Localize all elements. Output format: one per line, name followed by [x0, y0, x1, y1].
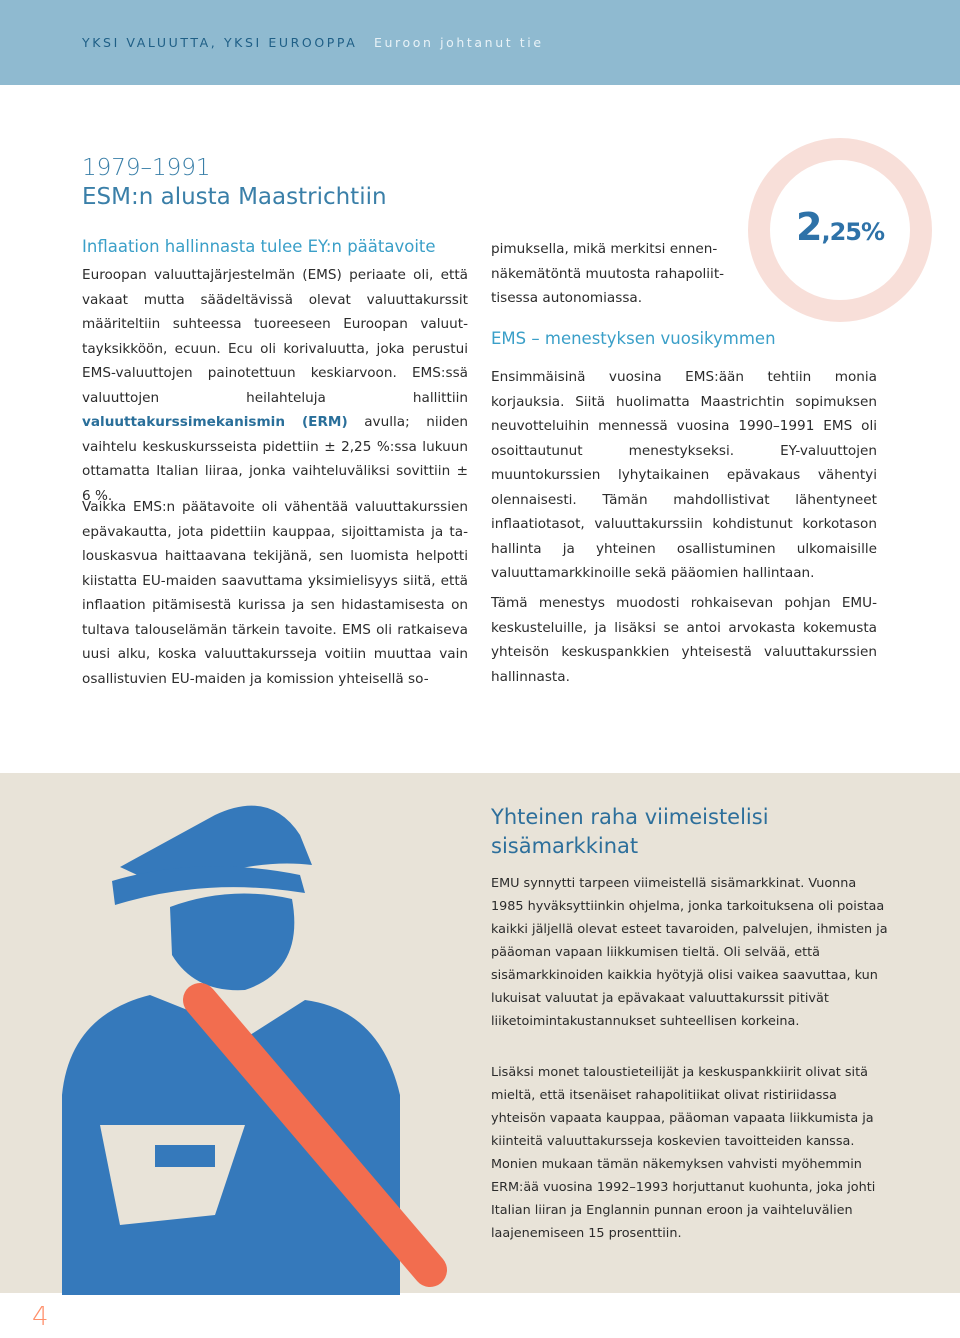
- subsection-label: Euroon johtanut tie: [374, 35, 544, 50]
- erm-text: avulla; niiden vaihtelu keskuskursseista pidettiin ± 2,25 %:ssa lukuun ottamatta Italian liiraa, jonka vaihteluväliksi sovittiin ± 6 %.: [82, 414, 468, 504]
- percent-rest: ,25%: [821, 218, 885, 246]
- subheading-ems-success: EMS – menestyksen vuosikymmen: [491, 329, 776, 348]
- panel-title: Yhteinen raha viimeistelisi sisämarkkinat: [491, 805, 769, 858]
- panel-paragraph-2: Lisäksi monet taloustieteilijät ja keskuspankkiirit olivat sitä mieltä, että itsenäiset rahapolitiikat olivat ristiriidassa yhteisön vapaata kauppaa, pääoman vapaata liikkumista ja kiinteitä valuuttakursseja koskevien tavoitteiden kanssa. Monien mukaan tämän näkemyksen vahvisti myöhemmin ERM:ää vuosina 1992–1993 horjuttanut kuohunta, joka johti Italian liiran ja Englannin punnan eroon ja vaihteluvälien laajenemiseen 15 prosenttiin.: [491, 1065, 876, 1241]
- paragraph-emu-basis: Tämä menestys muodosti rohkaisevan pohjan EMU-keskusteluille, ja lisäksi se antoi arvokasta kokemusta yhteisön keskuspankkien yhteisestä valuuttakurssien hallinnasta.: [491, 595, 877, 685]
- paragraph-ems-corrections: Ensimmäisinä vuosina EMS:ään tehtiin monia korjauksia. Siitä huolimatta Maastrichtin sopimuksen neuvotteluihin mennessä vuosina 1990–1991 EMS oli osoittautunut menestykseksi. EY-valuuttojen muuntokurssien lyhytaikainen epävakaus vähentyi olennaisesti. Tämän mahdollistivat lähentyneet inflaatiotasot, valuuttakurssiin kohdistunut korkotason hallinta ja yhteinen osallistuminen ulkomaisille valuuttamarkkinoille sekä pääomien hallintaan.: [491, 369, 877, 581]
- header-bar: [0, 0, 960, 85]
- years-heading: 1979–1991: [82, 155, 211, 181]
- ems-sentence: EMS:ssä valuuttojen heilahteluja hallittiin valuuttakurssimekanismin (ERM) avulla; niiden vaihtelu keskuskursseista pidettiin ± 2,25 %:ssa lukuun ottamatta Italian liiraa, jonka vaihteluväliksi sovittiin ± 6 %.: [82, 365, 468, 504]
- customs-officer-illustration: [0, 795, 470, 1295]
- erm-highlight: valuuttakurssimekanismin (ERM): [82, 414, 348, 430]
- breadcrumb: [82, 35, 544, 50]
- percent-callout: [796, 205, 884, 249]
- panel-paragraph-1: EMU synnytti tarpeen viimeistellä sisämarkkinat. Vuonna 1985 hyväksyttiinkin ohjelma, jonka tarkoituksena oli poistaa kaikki jäljellä olevat esteet tavaroiden, palvelujen, ihmisten ja pääoman vapaan liikkumisen tieltä. Oli selvää, että sisämarkkinoiden kaikkia hyötyjä olisi vaikea saavuttaa, kun lukuisat valuutat ja epävakaat valuuttakurssit pitivät liiketoimintakustannukset suhteellisen korkeina.: [491, 876, 888, 1029]
- paragraph-ems-principle: Euroopan valuuttajärjestelmän (EMS) periaate oli, että vakaat mutta säädeltävissä olevat valuuttakurssit määriteltiin suhteessa tuoreeseen Euroopan valuuttayksikköön, ecuun. Ecu oli korivaluutta, joka perustui EMS-valuuttojen painotettuun keskiarvoon. EMS:ssä valuuttojen heilahteluja hallittiin valuuttakurssimekanismin (ERM) avulla; niiden vaihtelu keskuskursseista pidettiin ± 2,25 %:ssa lukuun ottamatta Italian liiraa, jonka vaihteluväliksi sovittiin ± 6 %.: [82, 267, 468, 504]
- subheading-inflation: Inflaation hallinnasta tulee EY:n päätavoite: [82, 237, 436, 256]
- paragraph-ems-goal: Vaikka EMS:n päätavoite oli vähentää valuuttakurssien epävakautta, jota pidettiin kauppaa, sijoittamista ja talouskasvua haittaavana tekijänä, sen luomista helpotti kiistatta EU-maiden saavuttama yksimielisyys siitä, että inflaation pitämisestä kurissa ja sen hidastamisesta on tultava talouselämän tärkein tavoite. EMS oli ratkaiseva uusi alku, koska valuuttakursseja voitiin muuttaa vain osallistuvien EU-maiden ja komission yhteisellä so-: [82, 499, 468, 687]
- page-number: 4: [32, 1302, 49, 1332]
- page-title: ESM:n alusta Maastrichtiin: [82, 184, 387, 210]
- section-label: YKSI VALUUTTA, YKSI EUROOPPA: [82, 35, 358, 50]
- head-icon: [170, 894, 294, 991]
- paragraph-continued: pimuksella, mikä merkitsi ennennäkemätöntä muutosta rahapoliittisessa autonomiassa.: [491, 241, 725, 306]
- percent-main: 2: [796, 205, 822, 249]
